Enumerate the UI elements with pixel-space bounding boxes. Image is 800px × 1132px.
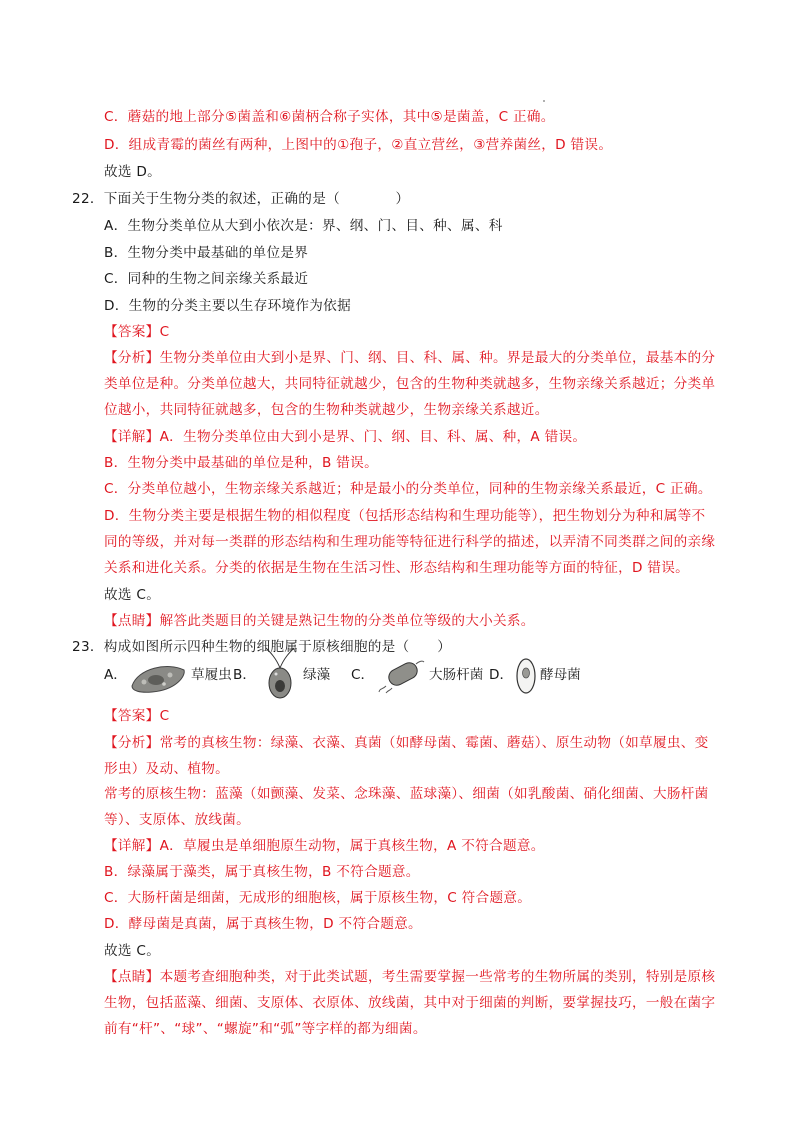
green-algae-image: [262, 646, 298, 704]
explanation-text: B．绿藻属于藻类，属于真核生物，B 不符合题意。: [104, 864, 420, 880]
explanation-text: 同的等级，并对每一类群的形态结构和生理功能等特征进行科学的描述，以弄清不同类群之间的亲缘: [104, 534, 716, 550]
text-line: D．组成青霉的菌丝有两种，上图中的①孢子，②直立营丝，③营养菌丝，D 错误。: [104, 137, 613, 153]
text-line: 故选 C。: [104, 587, 161, 603]
option-d: D．生物的分类主要以生存环境作为依据: [104, 298, 351, 314]
analysis-text: 常考的原核生物：蓝藻（如颤藻、发菜、念珠藻、蓝球藻）、细菌（如乳酸菌、硝化细菌、大肠杆菌: [104, 786, 709, 802]
analysis-text: 位越小，共同特征就越多，包含的生物种类就越少，生物亲缘关系越近。: [104, 402, 549, 418]
option-b-label: 绿藻: [303, 667, 331, 683]
explanation-text: C．分类单位越小，生物亲缘关系越近；种是最小的分类单位，同种的生物亲缘关系最近，C 正确。: [104, 481, 712, 497]
answer-label: 【答案】C: [104, 324, 170, 340]
analysis-text: 等）、支原体、放线菌。: [104, 812, 251, 828]
option-c-letter: C．: [351, 667, 375, 683]
explanation-text: 【详解】A．草履虫是单细胞原生动物，属于真核生物，A 不符合题意。: [104, 838, 545, 854]
explanation-text: B．生物分类中最基础的单位是种，B 错误。: [104, 455, 378, 471]
tip-text: 前有“杆”、“球”、“螺旋”和“弧”等字样的都为细菌。: [104, 1021, 427, 1037]
explanation-text: 关系和进化关系。分类的依据是生物在生活习性、形态结构和生理功能等方面的特征，D 错误。: [104, 560, 690, 576]
analysis-text: 【分析】常考的真核生物：绿藻、衣藻、真菌（如酵母菌、霉菌、蘑菇）、原生动物（如草履虫、变: [104, 735, 709, 751]
tip-text: 【点睛】解答此类题目的关键是熟记生物的分类单位等级的大小关系。: [104, 613, 535, 629]
explanation-text: 【详解】A．生物分类单位由大到小是界、门、纲、目、科、属、种，A 错误。: [104, 429, 587, 445]
option-b: B．生物分类中最基础的单位是界: [104, 245, 309, 261]
analysis-text: 【分析】生物分类单位由大到小是界、门、纲、目、科、属、种。界是最大的分类单位，最基本的分: [104, 350, 716, 366]
option-a: A．生物分类单位从大到小依次是：界、纲、门、目、种、属、科: [104, 218, 503, 234]
scan-dot: [543, 100, 545, 102]
option-c: C．同种的生物之间亲缘关系最近: [104, 271, 309, 287]
tip-text: 生物，包括蓝藻、细菌、支原体、衣原体、放线菌，其中对于细菌的判断，要掌握技巧，一般在菌字: [104, 995, 716, 1011]
explanation-text: C．大肠杆菌是细菌，无成形的细胞核，属于原核生物，C 符合题意。: [104, 890, 532, 906]
tip-text: 【点睛】本题考查细胞种类，对于此类试题，考生需要掌握一些常考的生物所属的类别，特别是原核: [104, 969, 716, 985]
text-line: C．蘑菇的地上部分⑤菌盖和⑥菌柄合称子实体，其中⑤是菌盖，C 正确。: [104, 109, 555, 125]
option-c-label: 大肠杆菌: [429, 667, 484, 683]
yeast-image: [514, 656, 538, 700]
explanation-text: D．酵母菌是真菌，属于真核生物，D 不符合题意。: [104, 916, 422, 932]
answer-label: 【答案】C: [104, 708, 170, 724]
question-22-stem: 22．下面关于生物分类的叙述，正确的是（ ）: [72, 191, 410, 207]
option-a-letter: A．: [104, 667, 127, 683]
paramecium-image: [128, 660, 188, 700]
option-a-label: 草履虫: [191, 667, 232, 683]
option-b-letter: B．: [233, 667, 256, 683]
analysis-text: 类单位是种。分类单位越大，共同特征就越少，包含的生物种类就越多，生物亲缘关系越近；分类单: [104, 376, 716, 392]
text-line: 故选 C。: [104, 943, 161, 959]
e-coli-image: [378, 658, 428, 698]
explanation-text: D．生物分类主要是根据生物的相似程度（包括形态结构和生理功能等），把生物划分为种和属等不: [104, 508, 706, 524]
text-line: 故选 D。: [104, 164, 162, 180]
option-d-letter: D．: [489, 667, 514, 683]
option-d-label: 酵母菌: [540, 667, 581, 683]
question-23-stem: 23．构成如图所示四种生物的细胞属于原核细胞的是（ ）: [72, 639, 452, 655]
analysis-text: 形虫）及动、植物。: [104, 761, 230, 777]
